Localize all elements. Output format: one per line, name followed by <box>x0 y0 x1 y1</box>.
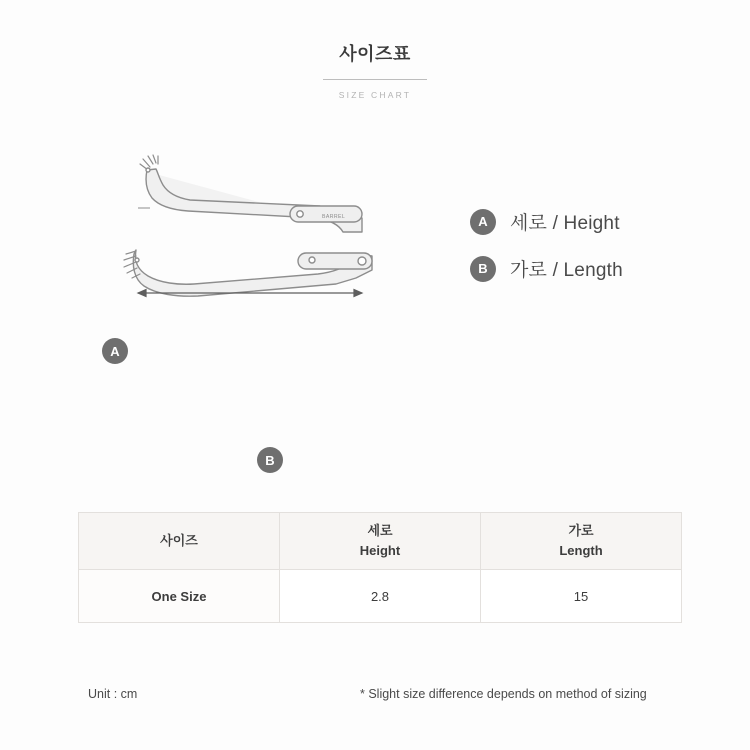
legend-badge-a: A <box>470 209 496 235</box>
unit-note: Unit : cm <box>88 687 138 701</box>
column-header-size <box>79 513 280 570</box>
cell-height-value: 2.8 <box>280 570 481 623</box>
legend-label-height: 세로 / Height <box>510 213 620 234</box>
table-row <box>79 570 682 623</box>
title-divider <box>323 79 427 80</box>
legend-badge-b: B <box>470 256 496 282</box>
legend-item-length <box>470 255 623 282</box>
diagram-badge-b: B <box>257 447 283 473</box>
legend-label-length: 가로 / Length <box>510 260 623 281</box>
diagram-badge-a: A <box>102 338 128 364</box>
cell-size-name: One Size <box>79 570 280 623</box>
column-header-height-ko: 세로 <box>367 522 393 538</box>
page-subtitle: SIZE CHART <box>338 90 412 100</box>
svg-text:BARREL: BARREL <box>322 214 346 220</box>
product-illustration <box>0 150 750 468</box>
column-header-length-en: Length <box>559 543 603 558</box>
page-title: 사이즈표 <box>339 44 411 64</box>
column-header-length <box>481 513 682 570</box>
strap-diagram-svg <box>90 150 510 360</box>
size-chart-table <box>78 512 682 623</box>
column-header-size-ko: 사이즈 <box>160 532 198 548</box>
column-header-height-en: Height <box>359 543 401 558</box>
sizing-disclaimer: * Slight size difference depends on method of sizing <box>360 687 647 701</box>
legend <box>470 208 623 302</box>
legend-item-height <box>470 208 623 235</box>
table-header-row <box>79 513 682 570</box>
column-header-length-ko: 가로 <box>568 522 594 538</box>
column-header-height <box>280 513 481 570</box>
cell-length-value: 15 <box>481 570 682 623</box>
page-header <box>0 0 750 100</box>
